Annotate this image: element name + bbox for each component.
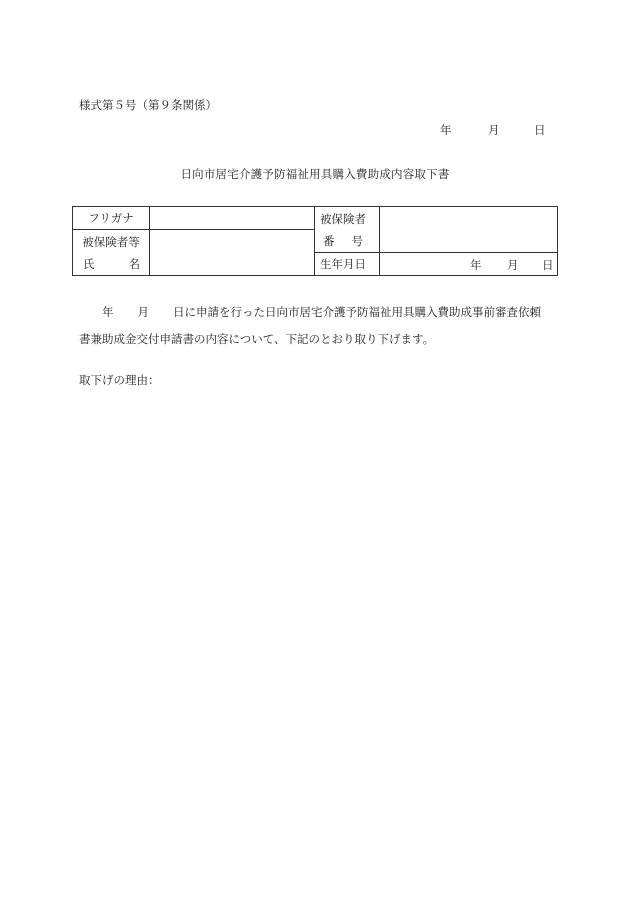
date-month-label: 月	[488, 123, 500, 137]
insured-number-label	[315, 207, 380, 253]
insured-number-label-ban: 番	[323, 233, 335, 248]
name-label-mei: 名	[128, 256, 140, 271]
insured-number-label-line2	[315, 230, 379, 252]
withdrawal-statement	[79, 299, 554, 353]
statement-line-2: 書兼助成金交付申請書の内容について、下記のとおり取り下げます。	[79, 332, 435, 346]
birthdate-field[interactable]	[380, 253, 558, 276]
name-label-line1: 被保険者等	[82, 234, 140, 249]
statement-line-1	[79, 299, 554, 326]
name-label-line2	[73, 253, 149, 275]
applicant-info-table	[72, 206, 558, 276]
birthdate-month-label: 月	[507, 258, 519, 272]
document-title: 日向市居宅介護予防福祉用具購入費助成内容取下書	[180, 167, 450, 181]
furigana-field[interactable]	[150, 207, 315, 230]
name-label	[73, 230, 150, 276]
date-day-label: 日	[534, 123, 546, 137]
submission-date	[440, 122, 546, 136]
birthdate-year-label: 年	[470, 258, 482, 272]
birthdate-label: 生年月日	[315, 253, 380, 276]
date-year-label: 年	[440, 123, 452, 137]
birthdate-values	[380, 253, 557, 275]
birthdate-day-label: 日	[542, 258, 554, 272]
form-number: 様式第５号（第９条関係）	[79, 98, 217, 112]
insured-number-label-go: 号	[351, 233, 363, 248]
reason-label: 取下げの理由：	[79, 373, 160, 387]
statement-text-1: 日に申請を行った日向市居宅介護予防福祉用具購入費助成事前審査依頼	[173, 305, 541, 319]
name-field[interactable]	[150, 230, 315, 276]
name-label-shi: 氏	[83, 256, 95, 271]
statement-year: 年	[102, 305, 114, 319]
statement-month: 月	[137, 305, 149, 319]
furigana-label: フリガナ	[73, 207, 150, 230]
insured-number-label-line1: 被保険者	[320, 211, 366, 226]
insured-number-field[interactable]	[380, 207, 558, 253]
